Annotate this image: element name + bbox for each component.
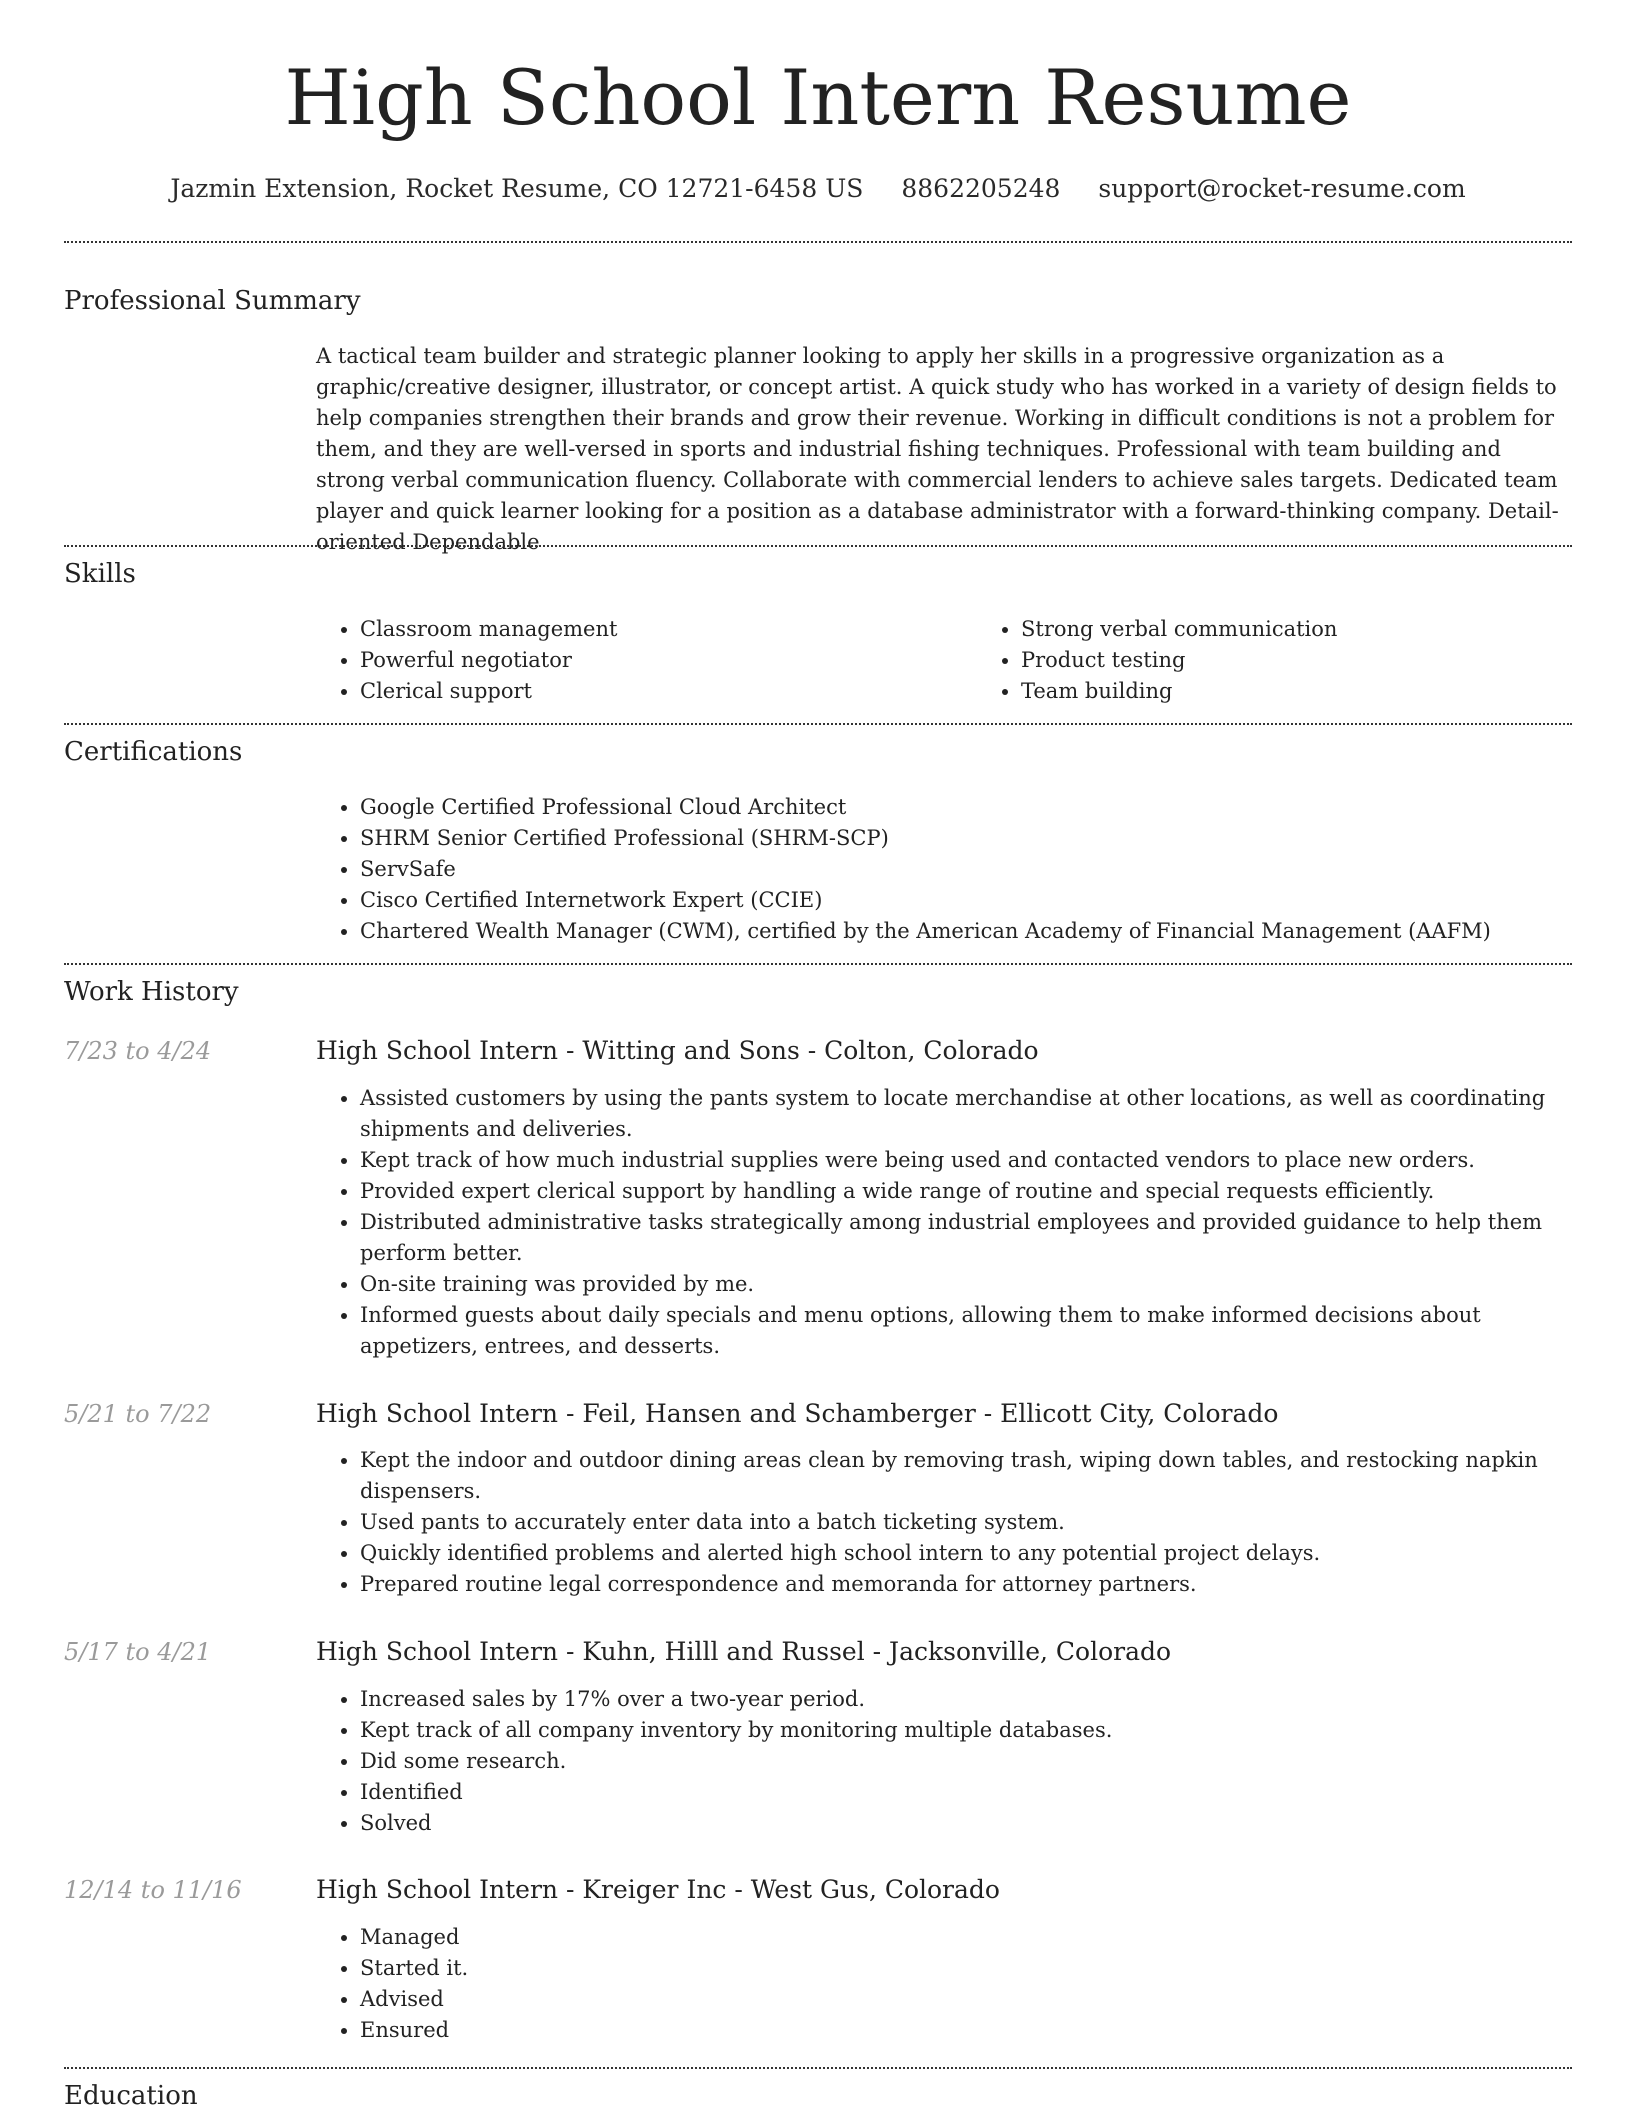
job-bullet: • Increased sales by 17% over a two-year period. xyxy=(360,1684,1572,1715)
job-bullet: • Provided expert clerical support by handling a wide range of routine and special requests efficiently. xyxy=(360,1176,1572,1207)
contact-email: support@rocket-resume.com xyxy=(1098,174,1466,203)
contact-line xyxy=(64,168,1572,210)
certifications-block xyxy=(316,792,1572,947)
job-bullet: • Kept track of how much industrial supplies were being used and contacted vendors to place new orders. xyxy=(360,1145,1572,1176)
job-bullet: • Solved xyxy=(360,1808,1572,1839)
skill-item: • Product testing xyxy=(1021,645,1632,676)
job-bullet: • Did some research. xyxy=(360,1746,1572,1777)
summary-text: A tactical team builder and strategic planner looking to apply her skills in a progressive organization as a graphic/creative designer, illustrator, or concept artist. A quick study who has worked in a variety of design fields to help companies strengthen their brands and grow their revenue. Working in difficult conditions is not a problem for them, and they are well-versed in sports and industrial fishing techniques. Professional with team building and strong verbal communication fluency. Collaborate with commercial lenders to achieve sales targets. Dedicated team player and quick learner looking for a position as a database administrator with a forward-thinking company. Detail-oriented Dependable xyxy=(316,344,1559,554)
job-bullet: • Started it. xyxy=(360,1953,1572,1984)
job-bullets xyxy=(316,1684,1572,1839)
skill-item: • Clerical support xyxy=(360,676,977,707)
job-bullets-block xyxy=(316,1922,1572,2046)
skills-block xyxy=(316,614,1572,707)
section-divider xyxy=(64,723,1572,725)
certification-item: • Chartered Wealth Manager (CWM), certified by the American Academy of Financial Management (AAFM) xyxy=(360,916,1572,947)
skills-list-right xyxy=(977,614,1632,707)
section-divider xyxy=(64,241,1572,243)
certifications-list xyxy=(316,792,1572,947)
job-bullet: • Prepared routine legal correspondence and memoranda for attorney partners. xyxy=(360,1569,1572,1600)
job-bullet: • Assisted customers by using the pants system to locate merchandise at other locations, as well as coordinating shipments and deliveries. xyxy=(360,1083,1572,1145)
job-dates: 5/21 to 7/22 xyxy=(64,1400,212,1428)
job-bullets xyxy=(316,1445,1572,1600)
job-bullet: • Identified xyxy=(360,1777,1572,1808)
contact-address: Jazmin Extension, Rocket Resume, CO 12721-6458 US xyxy=(170,174,864,203)
skill-item: • Classroom management xyxy=(360,614,977,645)
job-bullet: • Informed guests about daily specials and menu options, allowing them to make informed decisions about appetizers, entrees, and desserts. xyxy=(360,1300,1572,1362)
skills-list-left xyxy=(316,614,977,707)
section-divider xyxy=(64,963,1572,965)
resume-title: High School Intern Resume xyxy=(284,53,1352,142)
resume-page xyxy=(64,0,1572,2112)
job-bullet: • Kept track of all company inventory by monitoring multiple databases. xyxy=(360,1715,1572,1746)
job-bullet: • Used pants to accurately enter data into a batch ticketing system. xyxy=(360,1507,1572,1538)
job-bullet: • Kept the indoor and outdoor dining areas clean by removing trash, wiping down tables, and restocking napkin dispensers. xyxy=(360,1445,1572,1507)
job-bullets-block xyxy=(316,1684,1572,1839)
skill-item: • Strong verbal communication xyxy=(1021,614,1632,645)
job-bullets xyxy=(316,1083,1572,1362)
job-dates: 5/17 to 4/21 xyxy=(64,1638,212,1666)
section-title-summary: Professional Summary xyxy=(64,286,361,316)
job-title: High School Intern - Kuhn, Hilll and Russel - Jacksonville, Colorado xyxy=(316,1637,1172,1666)
job-dates: 7/23 to 4/24 xyxy=(64,1037,212,1065)
skill-item: • Team building xyxy=(1021,676,1632,707)
certification-item: • Cisco Certified Internetwork Expert (CCIE) xyxy=(360,885,1572,916)
job-bullets-block xyxy=(316,1445,1572,1600)
skill-item: • Powerful negotiator xyxy=(360,645,977,676)
job-bullet: • Advised xyxy=(360,1984,1572,2015)
job-title: High School Intern - Witting and Sons - Colton, Colorado xyxy=(316,1036,1039,1065)
section-divider xyxy=(64,545,1572,547)
summary-block xyxy=(316,341,1572,558)
section-title-education: Education xyxy=(64,2081,198,2111)
job-bullet: • Managed xyxy=(360,1922,1572,1953)
job-bullet: • Distributed administrative tasks strategically among industrial employees and provided guidance to help them perform better. xyxy=(360,1207,1572,1269)
job-title: High School Intern - Kreiger Inc - West Gus, Colorado xyxy=(316,1875,1000,1904)
contact-phone: 8862205248 xyxy=(901,174,1061,203)
job-bullets-block xyxy=(316,1083,1572,1362)
certification-item: • Google Certified Professional Cloud Architect xyxy=(360,792,1572,823)
skills-grid xyxy=(316,614,1572,707)
job-bullet: • On-site training was provided by me. xyxy=(360,1269,1572,1300)
section-title-skills: Skills xyxy=(64,559,136,589)
job-bullet: • Quickly identified problems and alerted high school intern to any potential project delays. xyxy=(360,1538,1572,1569)
section-title-certifications: Certifications xyxy=(64,737,243,767)
section-title-work-history: Work History xyxy=(64,977,239,1007)
section-divider xyxy=(64,2067,1572,2069)
certification-item: • ServSafe xyxy=(360,854,1572,885)
job-bullet: • Ensured xyxy=(360,2015,1572,2046)
job-dates: 12/14 to 11/16 xyxy=(64,1876,242,1904)
job-title: High School Intern - Feil, Hansen and Schamberger - Ellicott City, Colorado xyxy=(316,1399,1279,1428)
job-bullets xyxy=(316,1922,1572,2046)
certification-item: • SHRM Senior Certified Professional (SHRM-SCP) xyxy=(360,823,1572,854)
